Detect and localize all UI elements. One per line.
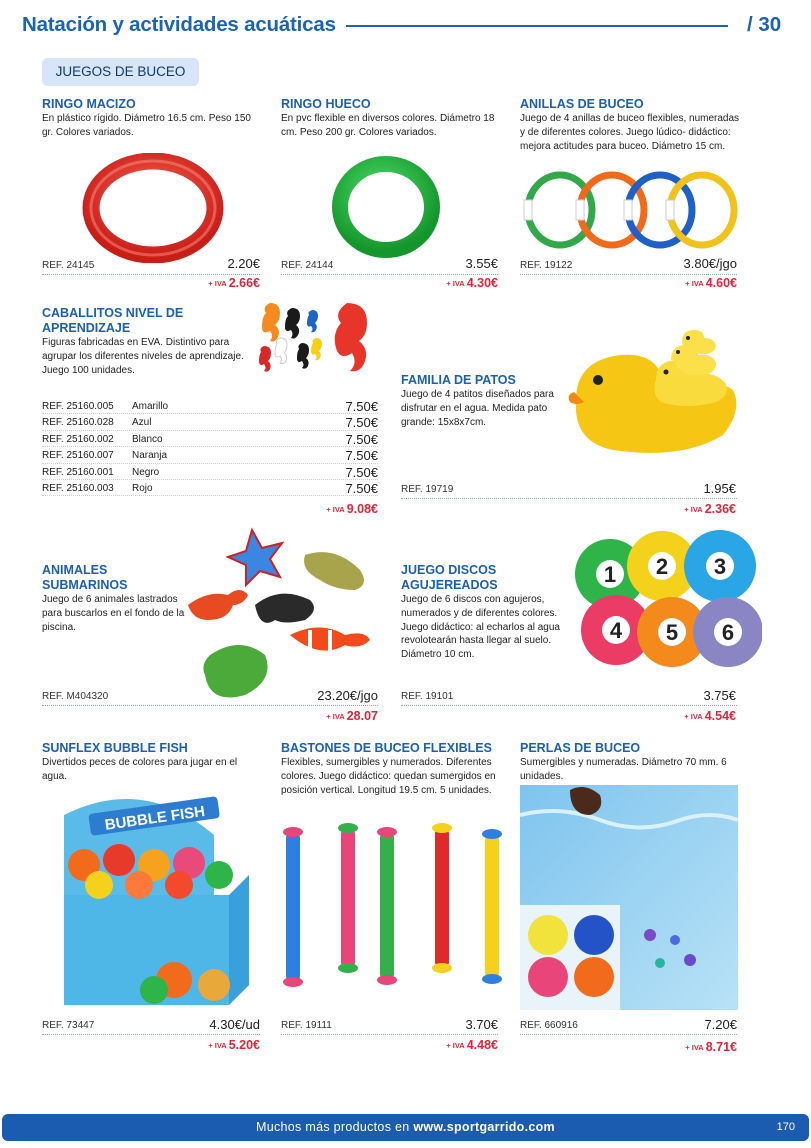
product-title: SUNFLEX BUBBLE FISH bbox=[42, 741, 188, 755]
divider bbox=[42, 705, 378, 706]
disc-number: 4 bbox=[609, 618, 623, 643]
section-badge: JUEGOS DE BUCEO bbox=[42, 58, 199, 86]
product-title: PERLAS DE BUCEO bbox=[520, 741, 641, 755]
iva-label: + IVA bbox=[208, 279, 227, 289]
iva-value: 5.20€ bbox=[228, 1038, 260, 1052]
price-cell: 7.50€ bbox=[345, 399, 378, 414]
color-cell: Naranja bbox=[132, 450, 168, 462]
discs-image bbox=[572, 526, 762, 676]
product-title: RINGO MACIZO bbox=[42, 97, 136, 111]
product-discos bbox=[401, 563, 579, 662]
iva-value: 28.07 bbox=[346, 709, 378, 723]
price-cell: 7.50€ bbox=[345, 448, 378, 464]
disc-number: 6 bbox=[721, 620, 735, 645]
iva-price bbox=[150, 276, 260, 290]
box-text: BUBBLE FISH bbox=[103, 802, 207, 834]
price-cell: 7.50€ bbox=[345, 415, 378, 431]
color-cell: Azul bbox=[132, 417, 152, 429]
pool-pearls-image bbox=[520, 785, 738, 1010]
iva-value: 4.48€ bbox=[466, 1038, 498, 1052]
iva-price bbox=[627, 276, 737, 290]
iva-value: 4.30€ bbox=[466, 276, 498, 290]
product-ref: REF. 19719 bbox=[401, 484, 454, 495]
iva-price bbox=[268, 709, 378, 723]
caballitos-table bbox=[42, 398, 378, 496]
ducks-image bbox=[566, 330, 741, 465]
ref-cell: REF. 25160.003 bbox=[42, 482, 114, 494]
product-ringo-macizo bbox=[42, 97, 262, 140]
table-row bbox=[42, 480, 378, 496]
product-price: 1.95€ bbox=[703, 481, 736, 496]
iva-label: + IVA bbox=[684, 712, 703, 722]
iva-label: + IVA bbox=[446, 1041, 465, 1051]
product-description: Juego de 4 anillas de buceo flexibles, numeradas y de diferentes colores. Juego lúdico- didáctico: mejora actitudes para buceo. Diámetro 15 cm. bbox=[520, 113, 740, 152]
product-description: En pvc flexible en diversos colores. Diámetro 18 cm. Peso 200 gr. Colores variados. bbox=[281, 113, 495, 138]
iva-price bbox=[388, 1038, 498, 1052]
iva-value: 8.71€ bbox=[705, 1040, 737, 1054]
product-title: RINGO HUECO bbox=[281, 97, 371, 111]
product-patos bbox=[401, 373, 566, 429]
table-row bbox=[42, 464, 378, 480]
ref-cell: REF. 25160.002 bbox=[42, 433, 114, 445]
iva-price bbox=[626, 709, 736, 723]
product-price: 2.20€ bbox=[227, 256, 260, 271]
iva-price bbox=[627, 1040, 737, 1054]
iva-label: + IVA bbox=[326, 712, 345, 722]
product-description: Sumergibles y numeradas. Diámetro 70 mm. 6 unidades. bbox=[520, 757, 727, 782]
product-ref: REF. 660916 bbox=[520, 1020, 578, 1031]
iva-price bbox=[626, 502, 736, 516]
header-divider bbox=[346, 25, 728, 27]
product-ref: REF. 19111 bbox=[281, 1020, 332, 1031]
bubble-fish-box-image bbox=[44, 785, 259, 1010]
section-number: / 30 bbox=[747, 13, 782, 36]
product-title: FAMILIA DE PATOS bbox=[401, 373, 516, 387]
product-price: 4.30€/ud bbox=[209, 1017, 260, 1032]
color-cell: Blanco bbox=[132, 433, 163, 445]
disc-number: 3 bbox=[713, 554, 727, 579]
iva-value: 4.54€ bbox=[704, 709, 736, 723]
iva-price bbox=[268, 502, 378, 516]
color-cell: Rojo bbox=[132, 482, 153, 494]
divider bbox=[520, 274, 737, 275]
iva-label: + IVA bbox=[685, 1043, 704, 1053]
price-cell: 7.50€ bbox=[345, 480, 378, 496]
seahorses-image bbox=[252, 298, 382, 383]
product-ref: REF. 24145 bbox=[42, 260, 95, 271]
product-ref: REF. M404320 bbox=[42, 691, 109, 702]
iva-value: 2.36€ bbox=[704, 502, 736, 516]
disc-number: 2 bbox=[655, 554, 669, 579]
divider bbox=[281, 274, 498, 275]
dive-rings-image bbox=[520, 170, 740, 250]
iva-label: + IVA bbox=[208, 1041, 227, 1051]
iva-label: + IVA bbox=[684, 505, 703, 515]
ref-cell: REF. 25160.028 bbox=[42, 417, 114, 429]
dive-sticks-image bbox=[281, 822, 506, 992]
table-row bbox=[42, 447, 378, 463]
disc-number: 5 bbox=[665, 620, 679, 645]
disc-number: 1 bbox=[603, 562, 617, 587]
product-ref: REF. 19122 bbox=[520, 260, 573, 271]
product-caballitos bbox=[42, 306, 252, 377]
iva-price bbox=[150, 1038, 260, 1052]
product-description: En plástico rígido. Diámetro 16.5 cm. Peso 150 gr. Colores variados. bbox=[42, 113, 251, 138]
product-title: CABALLITOS NIVEL DE APRENDIZAJE bbox=[42, 306, 184, 335]
product-title: ANILLAS DE BUCEO bbox=[520, 97, 644, 111]
page-number: 170 bbox=[776, 1121, 795, 1133]
product-ref: REF. 24144 bbox=[281, 260, 334, 271]
color-cell: Amarillo bbox=[132, 401, 169, 412]
footer-text bbox=[2, 1120, 809, 1134]
product-animales bbox=[42, 563, 194, 634]
divider bbox=[520, 1034, 737, 1035]
product-price: 3.80€/jgo bbox=[683, 256, 737, 271]
divider bbox=[42, 274, 260, 275]
iva-value: 4.60€ bbox=[705, 276, 737, 290]
product-anillas bbox=[520, 97, 740, 153]
product-price: 7.20€ bbox=[704, 1017, 737, 1032]
table-row bbox=[42, 398, 378, 414]
product-sunflex bbox=[42, 741, 264, 784]
product-ref: REF. 73447 bbox=[42, 1020, 95, 1031]
ref-cell: REF. 25160.007 bbox=[42, 450, 114, 462]
color-cell: Negro bbox=[132, 466, 160, 478]
price-cell: 7.50€ bbox=[345, 464, 378, 480]
product-ref: REF. 19101 bbox=[401, 691, 454, 702]
product-description: Juego de 6 animales lastrados para buscarlos en el fondo de la piscina. bbox=[42, 594, 185, 633]
product-title: BASTONES DE BUCEO FLEXIBLES bbox=[281, 741, 492, 755]
product-title: ANIMALES SUBMARINOS bbox=[42, 563, 128, 592]
product-description: Juego de 6 discos con agujeros, numerados y de diferentes colores. Juego didáctico: al echarlos al agua revolotearán hasta llegar al suelo. Diámetro 10 cm. bbox=[401, 594, 560, 661]
product-description: Figuras fabricadas en EVA. Distintivo para agrupar los diferentes niveles de aprendizaje. Juego 100 unidades. bbox=[42, 337, 244, 376]
ref-cell: REF. 25160.005 bbox=[42, 401, 114, 412]
page-title: Natación y actividades acuáticas bbox=[22, 13, 336, 36]
sea-animals-image bbox=[180, 525, 380, 710]
product-perlas bbox=[520, 741, 742, 784]
divider bbox=[42, 1034, 260, 1035]
product-ringo-hueco bbox=[281, 97, 501, 140]
product-bastones bbox=[281, 741, 511, 797]
table-row bbox=[42, 414, 378, 430]
table-row bbox=[42, 431, 378, 447]
iva-value: 9.08€ bbox=[346, 502, 378, 516]
footer-bar bbox=[2, 1114, 809, 1141]
divider bbox=[401, 705, 737, 706]
product-description: Juego de 4 patitos diseñados para disfrutar en el agua. Medida pato grande: 15x8x7cm. bbox=[401, 389, 554, 428]
ref-cell: REF. 25160.001 bbox=[42, 466, 114, 478]
iva-label: + IVA bbox=[446, 279, 465, 289]
green-ring-image bbox=[326, 153, 446, 261]
iva-price bbox=[388, 276, 498, 290]
red-ring-image bbox=[78, 153, 228, 263]
divider bbox=[281, 1034, 498, 1035]
price-cell: 7.50€ bbox=[345, 431, 378, 447]
product-price: 3.70€ bbox=[465, 1017, 498, 1032]
footer-website-link[interactable]: www.sportgarrido.com bbox=[413, 1120, 555, 1134]
product-price: 3.75€ bbox=[703, 688, 736, 703]
iva-label: + IVA bbox=[326, 505, 345, 515]
product-price: 3.55€ bbox=[465, 256, 498, 271]
product-title: JUEGO DISCOS AGUJEREADOS bbox=[401, 563, 498, 592]
product-description: Flexibles, sumergibles y numerados. Diferentes colores. Juego didáctico: quedan sumergidos en posición vertical. Longitud 19.5 cm. 5 unidades. bbox=[281, 757, 496, 796]
iva-value: 2.66€ bbox=[228, 276, 260, 290]
product-price: 23.20€/jgo bbox=[317, 688, 378, 703]
product-description: Divertidos peces de colores para jugar en el agua. bbox=[42, 757, 238, 782]
iva-label: + IVA bbox=[685, 279, 704, 289]
divider bbox=[401, 498, 737, 499]
footer-prefix: Muchos más productos en bbox=[256, 1120, 410, 1134]
